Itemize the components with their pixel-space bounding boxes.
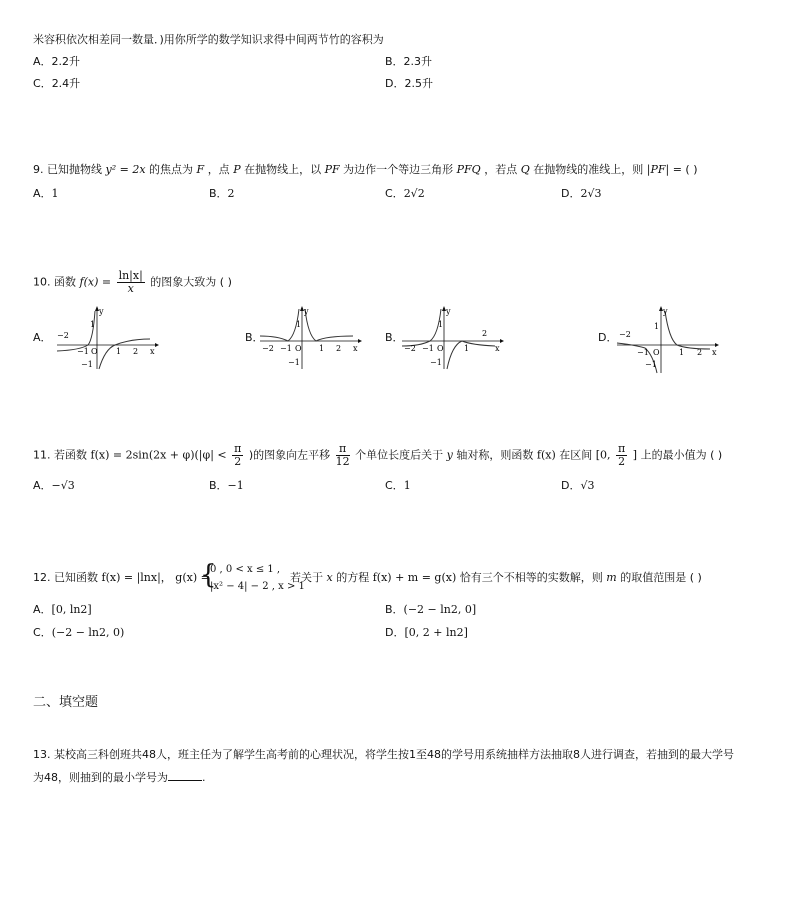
label-1: 1 [90, 320, 96, 329]
label-1: 1 [654, 322, 660, 331]
label-y: y [446, 307, 451, 316]
q9-option-a[interactable]: A．1 [33, 187, 59, 200]
label-neg1: −1 [637, 348, 649, 357]
label-neg1-y: −1 [81, 360, 93, 369]
q8-option-a[interactable]: A．2.2升 [33, 55, 81, 68]
label-1-x: 1 [319, 344, 325, 353]
label-y: y [99, 307, 104, 316]
q12-option-d[interactable]: D．[0, 2 + ln2] [385, 626, 468, 639]
q8-option-d[interactable]: D．2.5升 [385, 77, 433, 90]
label-2: 2 [133, 347, 139, 356]
label-o: O [91, 347, 98, 356]
q8-option-b[interactable]: B．2.3升 [385, 55, 433, 68]
label-neg2: −2 [262, 344, 274, 353]
label-x: x [150, 347, 155, 356]
q11-stem: 11. 若函数 f(x) = 2sin(2x + φ)(|φ| < $\frac{\pi}{2}$ )的图象向左平移 $\frac{\pi}{12}$ 个单位长度后关于 y 轴对称，则函数 f(x) 在区间 [0, $\frac{\pi}{2}$ ] 上的最小值为 ( ) [33, 442, 723, 468]
q10-graph-c[interactable] [400, 305, 510, 370]
label-x: x [712, 348, 717, 357]
label-neg1-y: −1 [288, 358, 300, 367]
q9-option-c[interactable]: C．2√2 [385, 187, 425, 200]
q10-option-d-label[interactable]: D． [598, 331, 618, 344]
q12-option-b[interactable]: B．(−2 − ln2, 0] [385, 603, 477, 616]
q10-option-c-label[interactable]: B． [385, 331, 404, 344]
section-title-fill-in: 二、填空题 [33, 695, 99, 710]
curve-left [402, 309, 444, 346]
label-1: 1 [438, 320, 444, 329]
label-neg1: −1 [280, 344, 292, 353]
q10-graph-a[interactable] [55, 305, 165, 370]
x-axis-arrow [358, 339, 362, 343]
label-y: y [663, 307, 668, 316]
curve-right [99, 339, 150, 369]
label-1-x: 1 [464, 344, 470, 353]
q12-stem-a: 12. 已知函数 f(x) = |lnx|， g(x) = [33, 571, 210, 584]
q10-graph-b[interactable] [258, 305, 368, 370]
label-o: O [437, 344, 444, 353]
x-axis-arrow [155, 343, 159, 347]
x-axis-arrow [500, 339, 504, 343]
label-2-top: 2 [482, 329, 488, 338]
x-axis-arrow [715, 343, 719, 347]
q10-option-b-label[interactable]: B． [245, 331, 264, 344]
label-neg1-y: −1 [645, 360, 657, 369]
label-y: y [304, 307, 309, 316]
q13-line-1: 13. 某校高三科创班共48人，班主任为了解学生高考前的心理状况，将学生按1至48的学号用系统抽样方法抽取8人进行调查，若抽到的最大学号 [33, 748, 734, 761]
label-o: O [653, 348, 660, 357]
label-x: x [495, 344, 500, 353]
label-neg1: −1 [422, 344, 434, 353]
curve-right [665, 311, 710, 349]
label-o: O [295, 344, 302, 353]
q12-stem-b: 若关于 x 的方程 f(x) + m = g(x) 恰有三个不相等的实数解，则 m 的取值范围是 ( ) [290, 571, 702, 584]
q10-stem: 10. 函数 f(x) = $\frac{\ln|x|}{x}$ 的图象大致为 ( ) [33, 269, 232, 295]
q11-option-c[interactable]: C．1 [385, 479, 411, 492]
curve-right [447, 341, 495, 369]
label-1: 1 [296, 320, 302, 329]
q12-option-c[interactable]: C．(−2 − ln2, 0) [33, 626, 125, 639]
label-neg2: −2 [57, 331, 69, 340]
q12-brace: { [200, 560, 217, 590]
q10-option-a-label[interactable]: A． [33, 331, 52, 344]
q12-option-a[interactable]: A．[0, ln2] [33, 603, 92, 616]
label-neg2: −2 [404, 344, 416, 353]
label-1-x: 1 [116, 347, 122, 356]
label-2: 2 [697, 348, 703, 357]
label-x: x [353, 344, 358, 353]
q9-stem: 9. 已知抛物线 y² = 2x 的焦点为 F ，点 P 在抛物线上，以 PF 为边作一个等边三角形 PFQ ，若点 Q 在抛物线的准线上，则 |PF| = ( ) [33, 163, 698, 176]
q11-option-d[interactable]: D．√3 [561, 479, 595, 492]
q9-option-b[interactable]: B．2 [209, 187, 235, 200]
curve-right [305, 309, 353, 341]
q11-option-a[interactable]: A．−√3 [33, 479, 75, 492]
label-neg2: −2 [619, 330, 631, 339]
q12-case-1: 0 , 0 < x ≤ 1 , [210, 564, 281, 575]
label-neg1: −1 [77, 347, 89, 356]
label-neg1-y: −1 [430, 358, 442, 367]
curve-left [260, 309, 302, 341]
q12-case-2: |x² − 4| − 2 , x > 1 [210, 581, 305, 592]
q10-graph-d[interactable] [615, 305, 725, 375]
q11-option-b[interactable]: B．−1 [209, 479, 244, 492]
q8-option-c[interactable]: C．2.4升 [33, 77, 81, 90]
q8-tail-text: 米容积依次相差同一数量．)用你所学的数学知识求得中间两节竹的容积为 [33, 33, 384, 46]
q13-line-2: 为48，则抽到的最小学号为 . [33, 771, 206, 784]
label-1-x: 1 [679, 348, 685, 357]
label-2: 2 [336, 344, 342, 353]
q13-answer-blank[interactable] [168, 780, 202, 781]
q10-fraction: $\frac{\ln|x|}{x}$ [118, 269, 143, 295]
q9-option-d[interactable]: D．2√3 [561, 187, 602, 200]
